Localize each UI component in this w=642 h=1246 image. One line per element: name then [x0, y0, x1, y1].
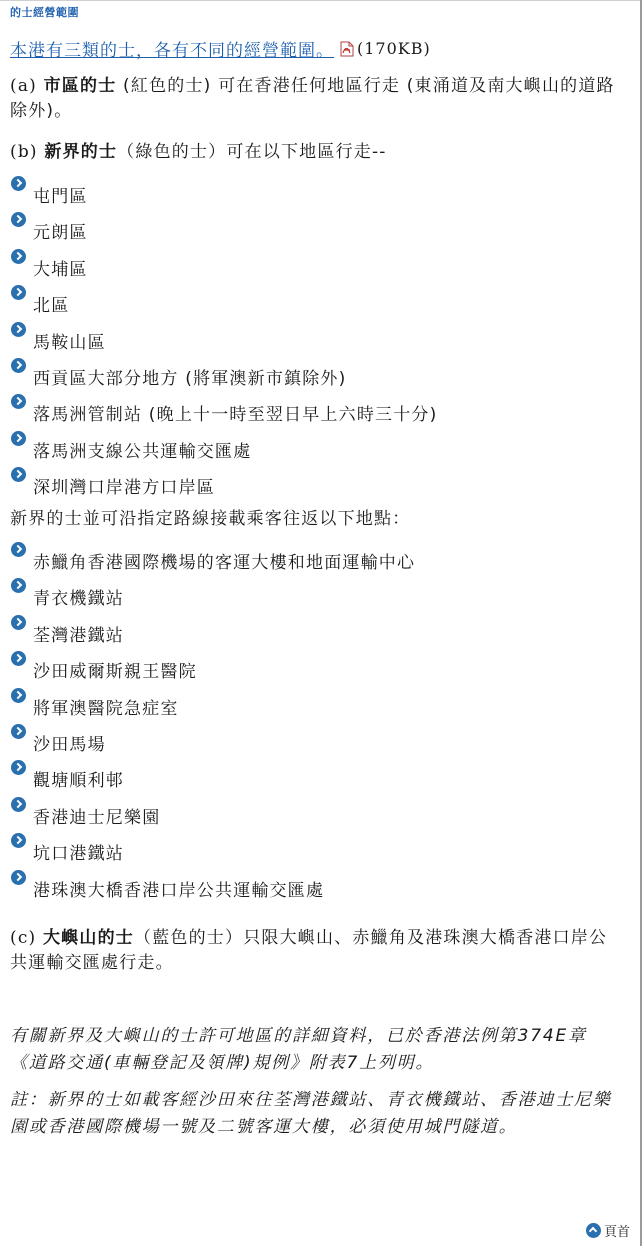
- lantau-taxi-paragraph: [10, 926, 620, 976]
- urban-marker: (a): [10, 76, 37, 96]
- page-title: 的士經營範圍: [10, 6, 79, 19]
- back-to-top-label: 頁首: [603, 1225, 630, 1240]
- bullet-arrow-icon: [11, 394, 26, 409]
- nt-taxi-text: 可在以下地區行走--: [226, 142, 387, 162]
- lantau-taxi-name: 大嶼山的士: [43, 928, 134, 948]
- bullet-arrow-icon: [11, 833, 26, 848]
- bullet-arrow-icon: [11, 431, 26, 446]
- lantau-color-note: （藍色的士）: [134, 928, 244, 948]
- nt-color-note: （綠色的士）: [117, 142, 227, 162]
- urban-exclusion: (東涌道及南大嶼山的道路除外)。: [10, 76, 615, 121]
- bullet-arrow-icon: [11, 688, 26, 703]
- bullet-arrow-icon: [11, 578, 26, 593]
- bullet-arrow-icon: [11, 797, 26, 812]
- bullet-arrow-icon: [11, 212, 26, 227]
- arrow-up-circle-icon: [586, 1223, 601, 1238]
- urban-color-note: (紅色的士): [123, 76, 212, 96]
- remark-note: 註：新界的士如載客經沙田來往荃灣港鐵站、青衣機鐵站、香港迪士尼樂園或香港國際機場一號及二號客運大樓，必須使用城門隧道。: [10, 1090, 612, 1137]
- bullet-arrow-icon: [11, 615, 26, 630]
- nt-taxi-name: 新界的士: [44, 142, 118, 162]
- nt-marker: (b): [10, 142, 38, 162]
- urban-taxi-name: 市區的士: [43, 76, 117, 96]
- back-to-top-link[interactable]: [586, 1221, 630, 1240]
- top-border: [0, 0, 642, 1]
- bullet-arrow-icon: [11, 542, 26, 557]
- bullet-arrow-icon: [11, 285, 26, 300]
- pdf-icon[interactable]: [340, 41, 354, 57]
- legal-reference-note: 有關新界及大嶼山的士許可地區的詳細資料，已於香港法例第374E章《道路交通(車輛登記及領牌)規例》附表7上列明。: [10, 1026, 587, 1073]
- bullet-arrow-icon: [11, 760, 26, 775]
- document-link-row: [10, 36, 431, 61]
- bullet-arrow-icon: [11, 358, 26, 373]
- bullet-arrow-icon: [11, 651, 26, 666]
- bullet-arrow-icon: [11, 724, 26, 739]
- urban-taxi-text: 可在香港任何地區行走: [218, 76, 401, 96]
- lantau-taxi-text: 只限大嶼山、赤鱲角及港珠澳大橋香港口岸公共運輸交匯處行走。: [10, 928, 608, 973]
- bullet-arrow-icon: [11, 870, 26, 885]
- bullet-arrow-icon: [11, 467, 26, 482]
- nt-routes-intro: 新界的士並可沿指定路線接載乘客往返以下地點：: [10, 509, 411, 529]
- file-size: (170KB): [357, 39, 431, 58]
- document-link[interactable]: 本港有三類的士，各有不同的經營範圍。: [10, 41, 334, 61]
- bullet-arrow-icon: [11, 176, 26, 191]
- lantau-marker: (c): [10, 928, 37, 948]
- urban-taxi-paragraph: [10, 74, 620, 124]
- bullet-arrow-icon: [11, 249, 26, 264]
- bullet-arrow-icon: [11, 322, 26, 337]
- nt-taxi-paragraph: [10, 140, 620, 165]
